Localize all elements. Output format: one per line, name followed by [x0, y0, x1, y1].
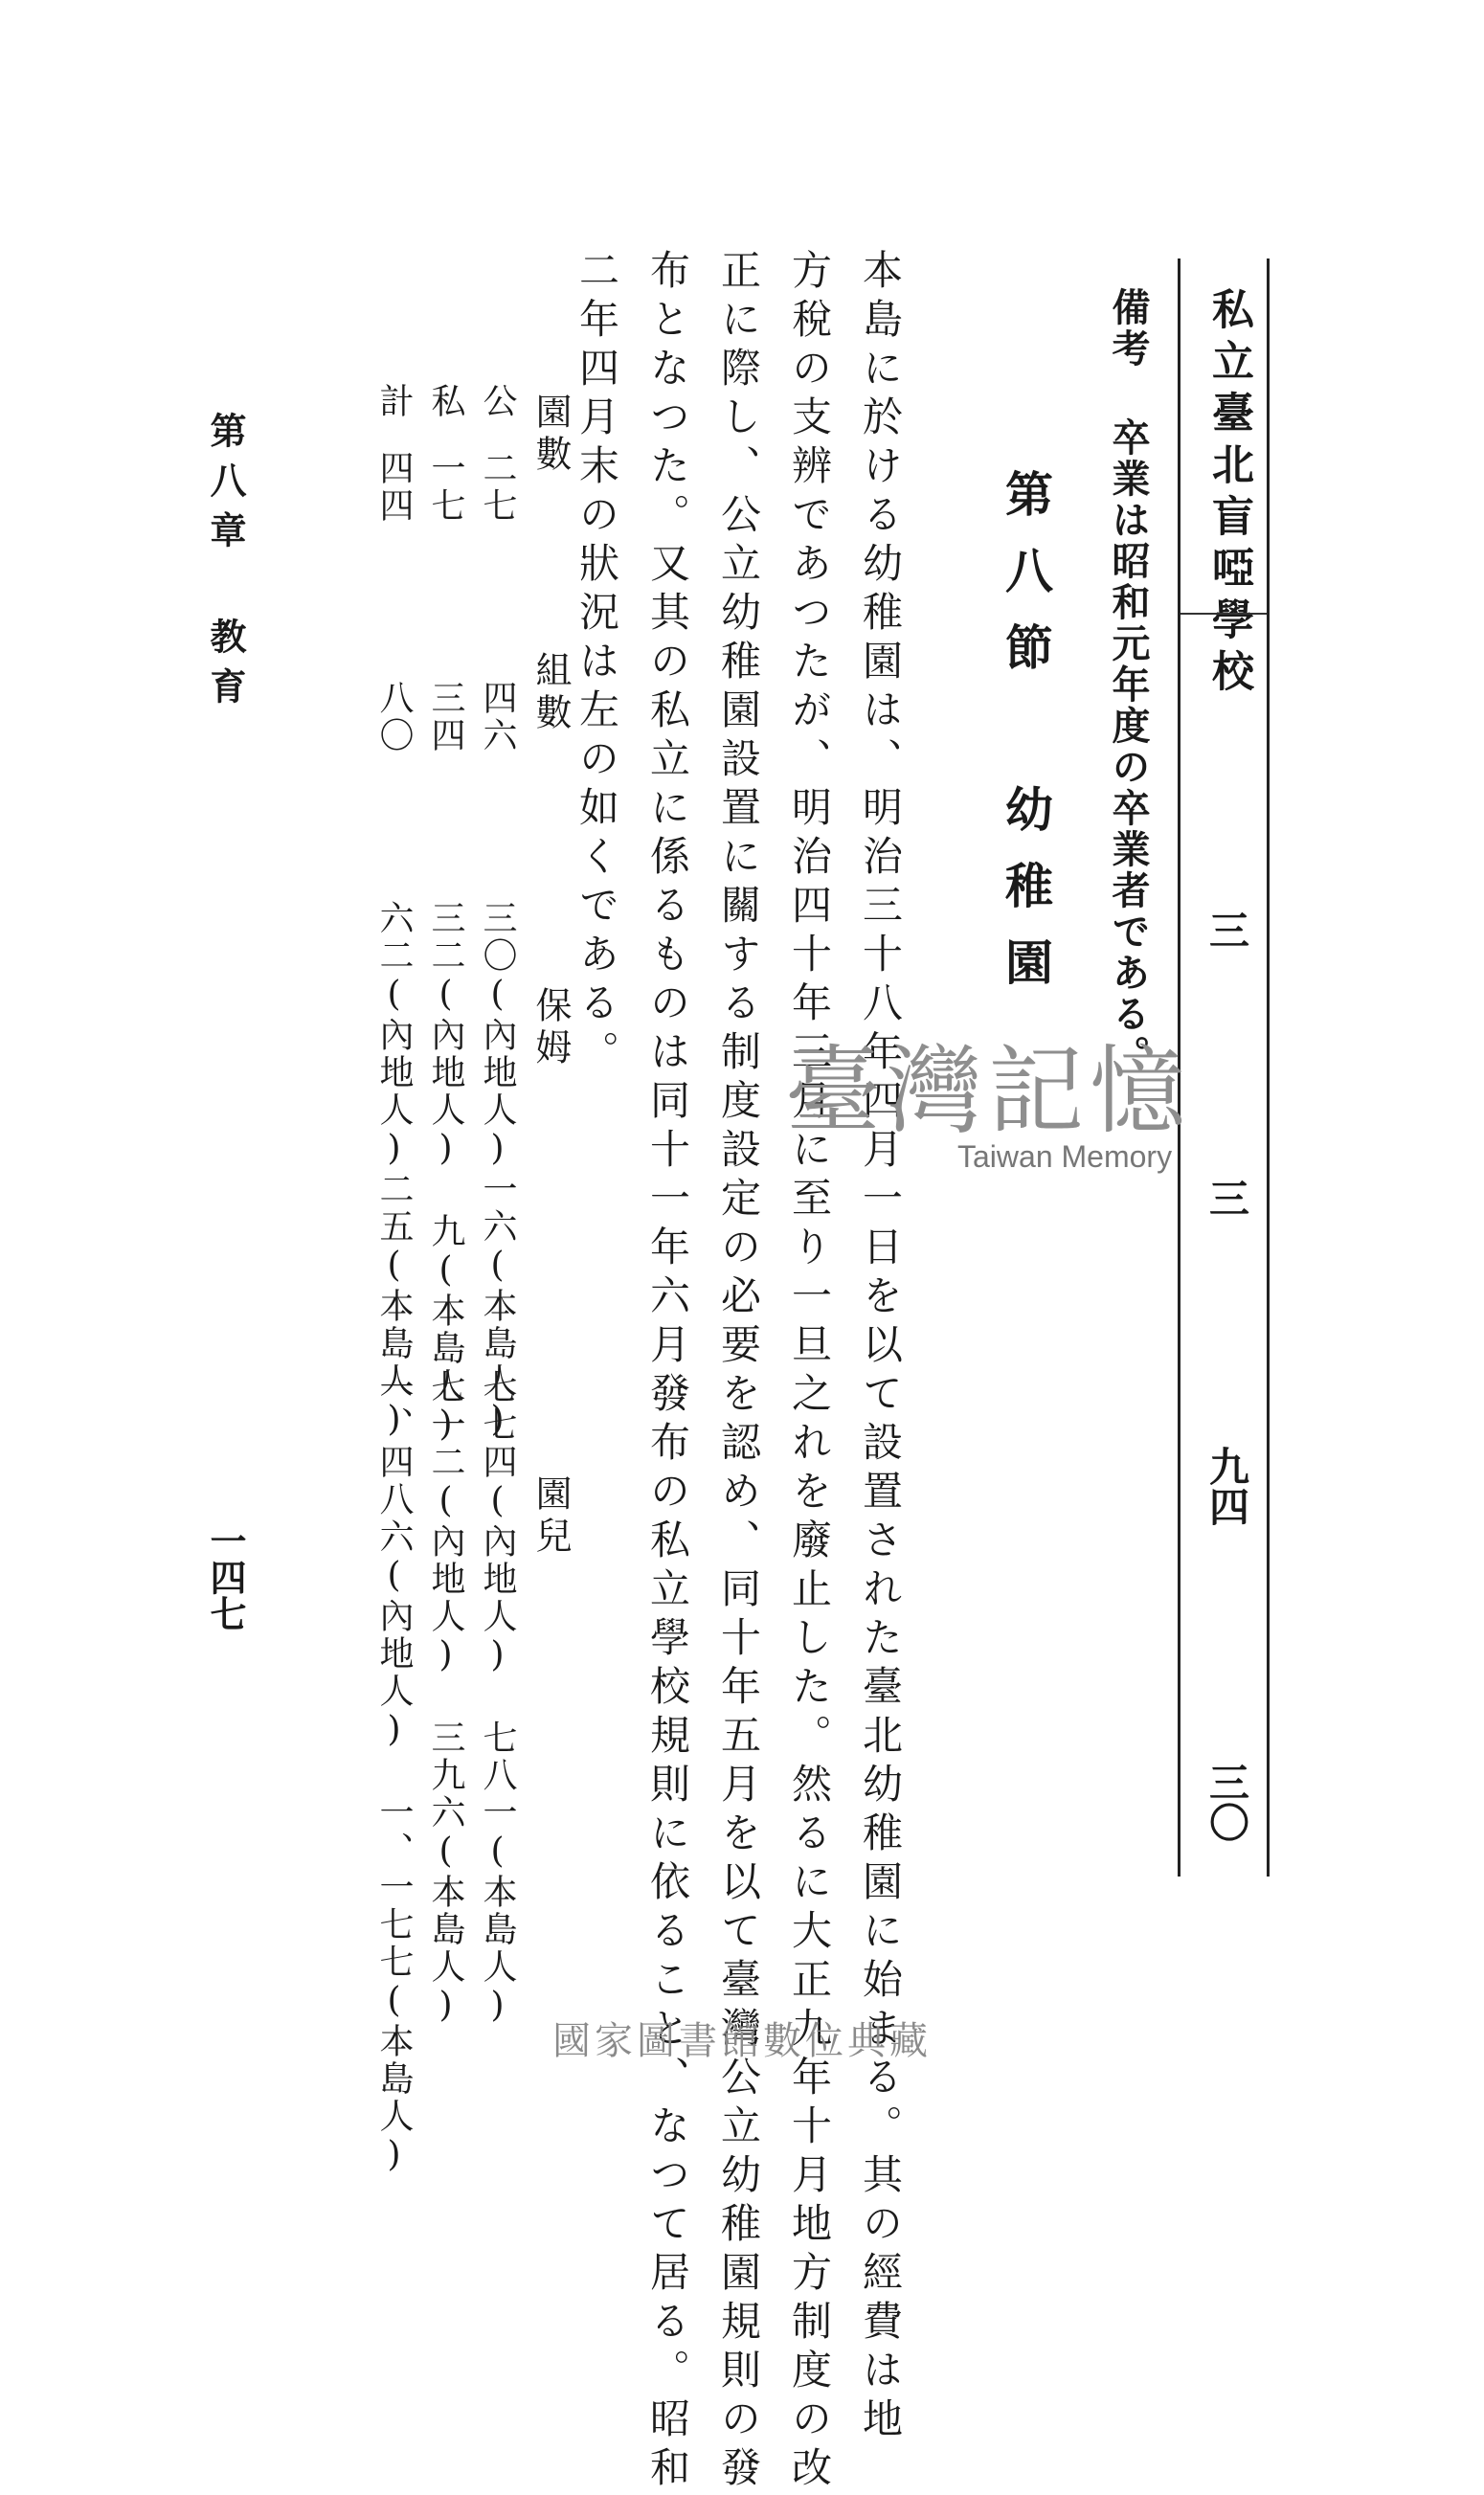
header-nurses: 保姆	[529, 986, 572, 1070]
cell-public-kindergartens: 二七	[478, 450, 517, 525]
watermark-chinese: 臺灣記憶	[785, 1035, 1191, 1147]
library-footer: 國家圖書館數位典藏	[552, 2019, 932, 2063]
cell-total-nurses: 六二(內地人)二五(本島人)	[374, 900, 414, 1442]
cell-private-classes: 三四	[426, 680, 465, 754]
table-remark: 備考 卒業は昭和元年度の卒業者である。	[1106, 287, 1151, 1076]
cell-total-children: 一、四八六(內地人) 一、一七七(本島人)	[374, 1369, 414, 2177]
body-column-4: 布となつた。又其の私立に係るものは同十一年六月發布の私立學校規則に依ること、なつて居る。昭和	[644, 249, 691, 2495]
cell-private-nurses: 三二(內地人) 九(本島人)	[426, 900, 465, 1447]
cell-public-classes: 四六	[478, 680, 517, 754]
row-label-public: 公	[478, 383, 517, 420]
strip-value-1: 三	[1203, 910, 1250, 950]
body-column-3: 正に際し、公立幼稚園設置に關する制度設定の必要を認め、同十年五月を以て臺灣公立幼稚園規則の發	[715, 249, 762, 2495]
header-classes: 組數	[529, 651, 572, 735]
strip-value-3: 九四	[1203, 1446, 1250, 1526]
body-column-5: 二年四月末の狀況は左の如くである。	[573, 249, 620, 1079]
cell-total-kindergartens: 四四	[374, 450, 414, 525]
cell-public-nurses: 三〇(內地人)一六(本島人)	[478, 900, 517, 1442]
strip-value-2: 三	[1203, 1178, 1250, 1218]
row-label-private: 私	[426, 383, 465, 420]
body-column-2: 方稅の支辨であつたが、明治四十年三月に至り一旦之れを廢止した。然るに大正九年十月地方制度の改	[786, 249, 833, 2495]
row-label-total: 計	[374, 383, 414, 420]
cell-public-children: 七七四(內地人) 七八一(本島人)	[478, 1369, 517, 2028]
page-number: 一四七	[204, 1522, 247, 1631]
cell-total-classes: 八〇	[374, 680, 414, 754]
watermark-english: Taiwan Memory	[957, 1139, 1173, 1174]
cell-private-kindergartens: 一七	[426, 450, 465, 525]
strip-value-4: 三〇	[1203, 1762, 1250, 1842]
table-rule	[1180, 613, 1267, 615]
taiwan-memory-watermark	[785, 1035, 1197, 1175]
header-kindergartens: 園數	[529, 393, 572, 477]
school-name: 私立臺北盲啞學校	[1204, 287, 1253, 701]
running-head: 第八章 教育	[204, 412, 247, 717]
header-children: 園兒	[529, 1474, 572, 1559]
body-column-1: 本島に於ける幼稚園は、明治三十八年四月一日を以て設置された臺北幼稚園に始まる。其の經費は地	[857, 249, 904, 2446]
section-heading: 第八節 幼稚園	[998, 469, 1054, 1014]
cell-private-children: 七一二(內地人) 三九六(本島人)	[426, 1369, 465, 2028]
